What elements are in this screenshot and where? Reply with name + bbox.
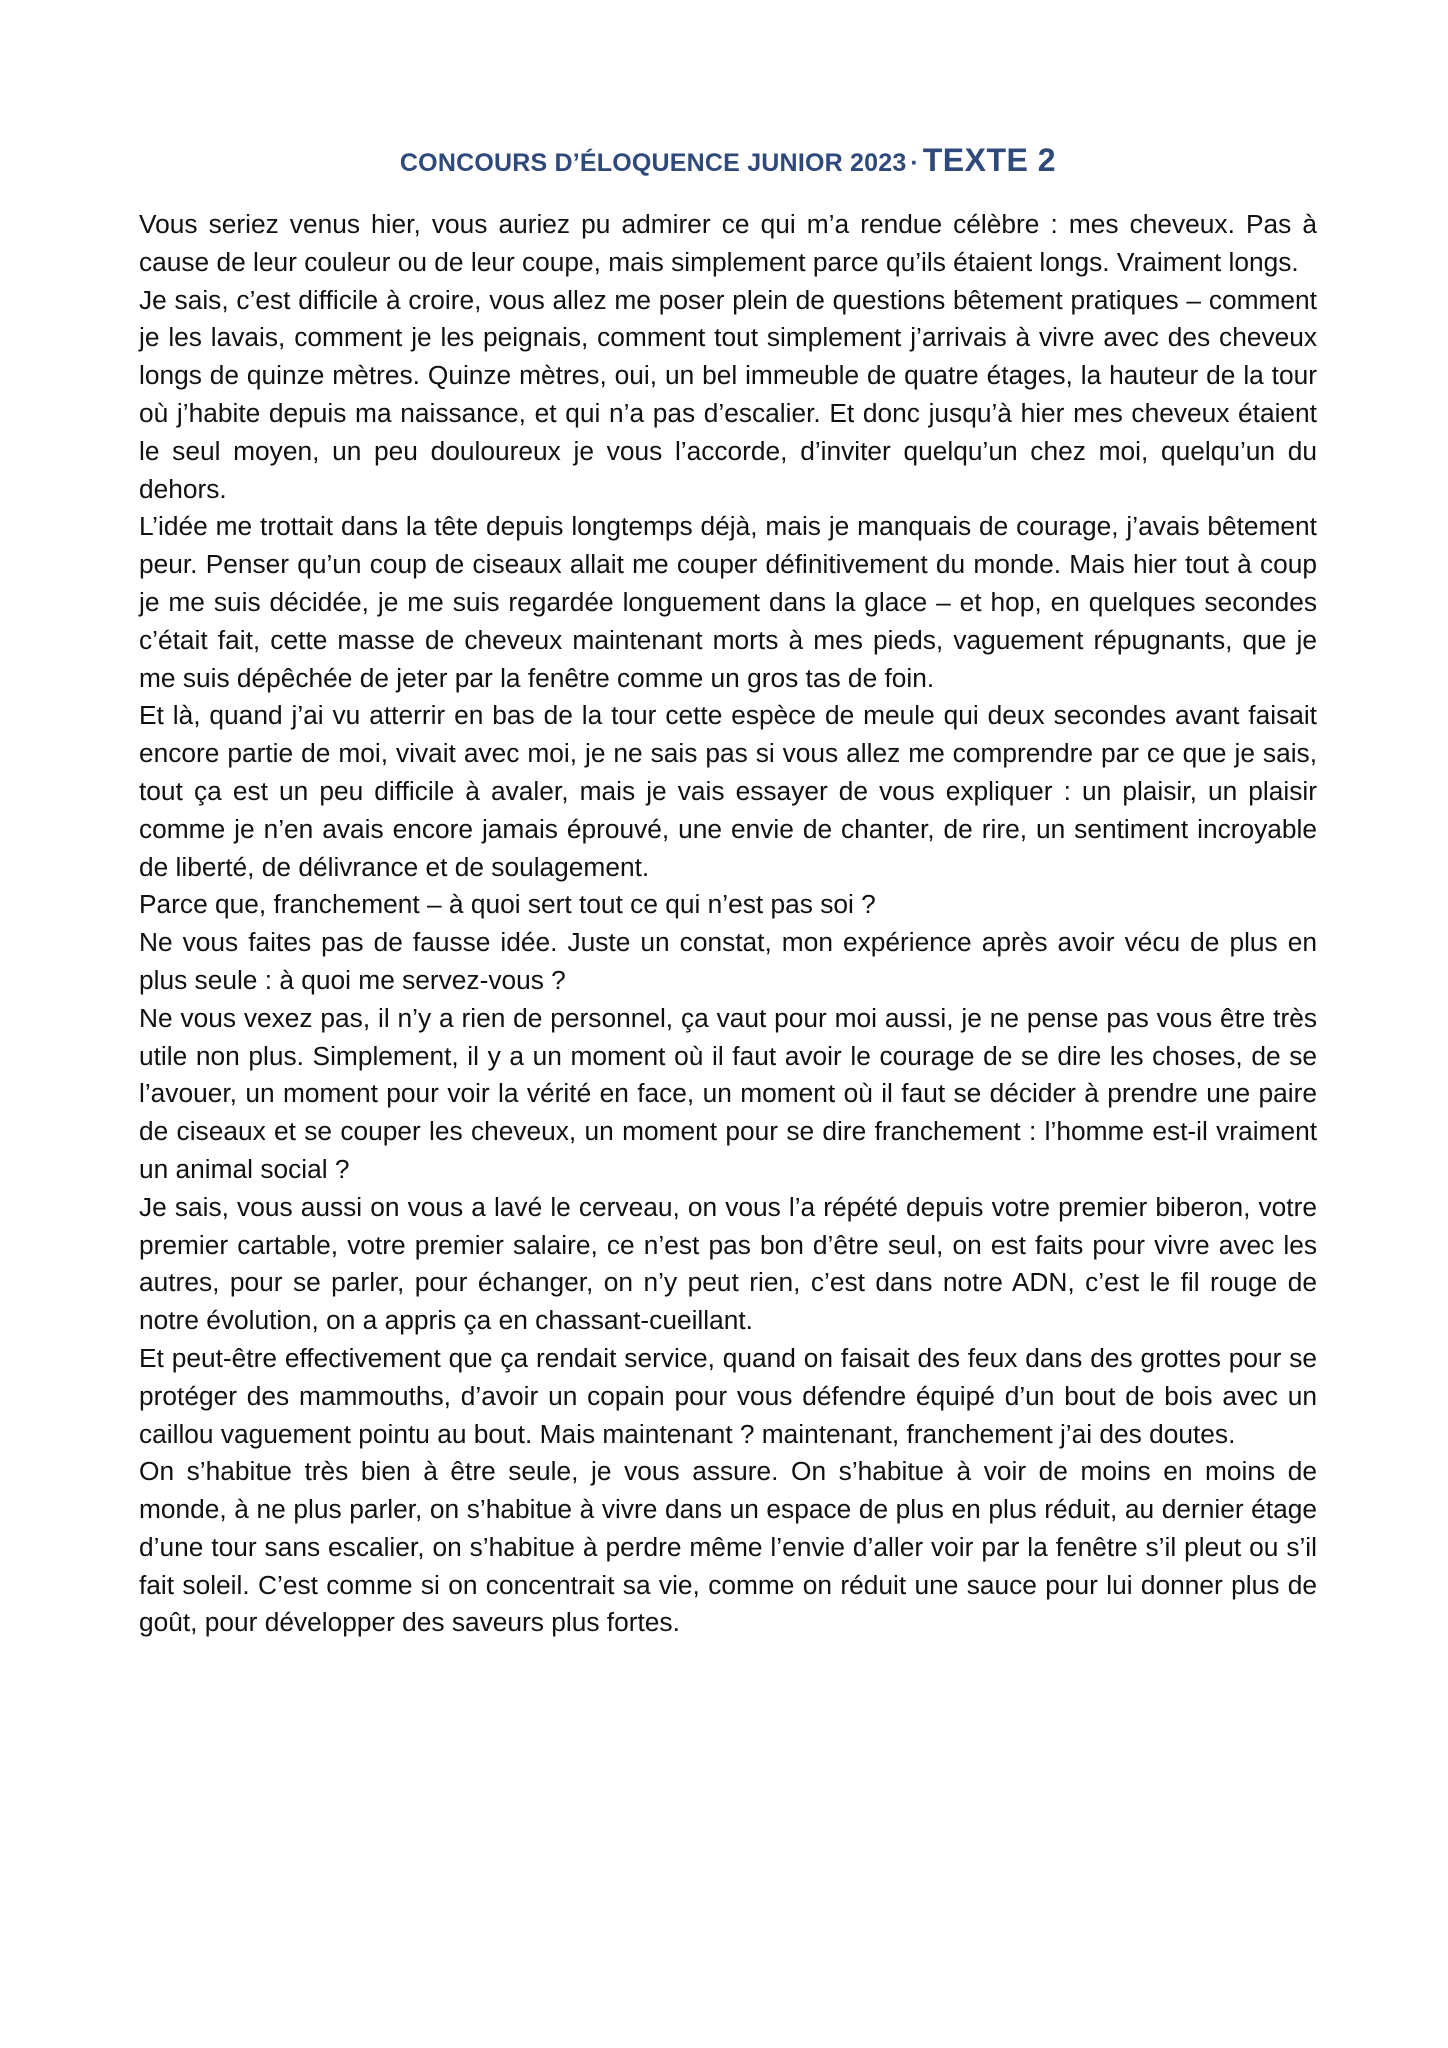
- paragraph-10: On s’habitue très bien à être seule, je vous assure. On s’habitue à voir de moins en moins de monde, à ne plus parler, on s’habitue à vivre dans un espace de plus en plus réduit, au dernier étage d’une tour sans escalier, on s’habitue à perdre même l’envie d’aller voir par la fenêtre s’il pleut ou s’il fait soleil. C’est comme si on concentrait sa vie, comme on réduit une sauce pour lui donner plus de goût, pour développer des saveurs plus fortes.: [139, 1456, 1317, 1638]
- header-contest-title: CONCOURS D’ÉLOQUENCE JUNIOR 2023: [399, 149, 907, 177]
- paragraph-5: Parce que, franchement – à quoi sert tout ce qui n’est pas soi ?: [139, 889, 876, 920]
- paragraph-6: Ne vous faites pas de fausse idée. Juste un constat, mon expérience après avoir vécu de plus en plus seule : à quoi me servez-vous ?: [139, 927, 1317, 995]
- paragraph-1: Vous seriez venus hier, vous auriez pu admirer ce qui m’a rendue célèbre : mes cheveux. Pas à cause de leur couleur ou de leur coupe, mais simplement parce qu’ils étaient longs. Vraiment longs.: [139, 209, 1317, 277]
- document-header: [139, 140, 1317, 180]
- paragraph-3: L’idée me trottait dans la tête depuis longtemps déjà, mais je manquais de courage, j’avais bêtement peur. Penser qu’un coup de ciseaux allait me couper définitivement du monde. Mais hier tout à coup je me suis décidée, je me suis regardée longuement dans la glace – et hop, en quelques secondes c’était fait, cette masse de cheveux maintenant morts à mes pieds, vaguement répugnants, que je me suis dépêchée de jeter par la fenêtre comme un gros tas de foin.: [139, 511, 1317, 693]
- paragraph-2: Je sais, c’est difficile à croire, vous allez me poser plein de questions bêtement pratiques – comment je les lavais, comment je les peignais, comment tout simplement j’arrivais à vivre avec des cheveux longs de quinze mètres. Quinze mètres, oui, un bel immeuble de quatre étages, la hauteur de la tour où j’habite depuis ma naissance, et qui n’a pas d’escalier. Et donc jusqu’à hier mes cheveux étaient le seul moyen, un peu douloureux je vous l’accorde, d’inviter quelqu’un chez moi, quelqu’un du dehors.: [139, 284, 1317, 504]
- header-separator: ·: [910, 149, 919, 177]
- paragraph-8: Je sais, vous aussi on vous a lavé le cerveau, on vous l’a répété depuis votre premier biberon, votre premier cartable, votre premier salaire, ce n’est pas bon d’être seul, on est faits pour vivre avec les autres, pour se parler, pour échanger, on n’y peut rien, c’est dans notre ADN, c’est le fil rouge de notre évolution, on a appris ça en chassant-cueillant.: [139, 1191, 1317, 1336]
- header-text-number: TEXTE 2: [922, 142, 1057, 178]
- document-body: [139, 206, 1317, 1642]
- paragraph-4: Et là, quand j’ai vu atterrir en bas de la tour cette espèce de meule qui deux secondes avant faisait encore partie de moi, vivait avec moi, je ne sais pas si vous allez me comprendre par ce que je sais, tout ça est un peu difficile à avaler, mais je vais essayer de vous expliquer : un plaisir, un plaisir comme je n’en avais encore jamais éprouvé, une envie de chanter, de rire, un sentiment incroyable de liberté, de délivrance et de soulagement.: [139, 700, 1317, 882]
- paragraph-7: Ne vous vexez pas, il n’y a rien de personnel, ça vaut pour moi aussi, je ne pense pas vous être très utile non plus. Simplement, il y a un moment où il faut avoir le courage de se dire les choses, de se l’avouer, un moment pour voir la vérité en face, un moment où il faut se décider à prendre une paire de ciseaux et se couper les cheveux, un moment pour se dire franchement : l’homme est-il vraiment un animal social ?: [139, 1002, 1317, 1184]
- paragraph-9: Et peut-être effectivement que ça rendait service, quand on faisait des feux dans des grottes pour se protéger des mammouths, d’avoir un copain pour vous défendre équipé d’un bout de bois avec un caillou vaguement pointu au bout. Mais maintenant ? maintenant, franchement j’ai des doutes.: [139, 1342, 1317, 1449]
